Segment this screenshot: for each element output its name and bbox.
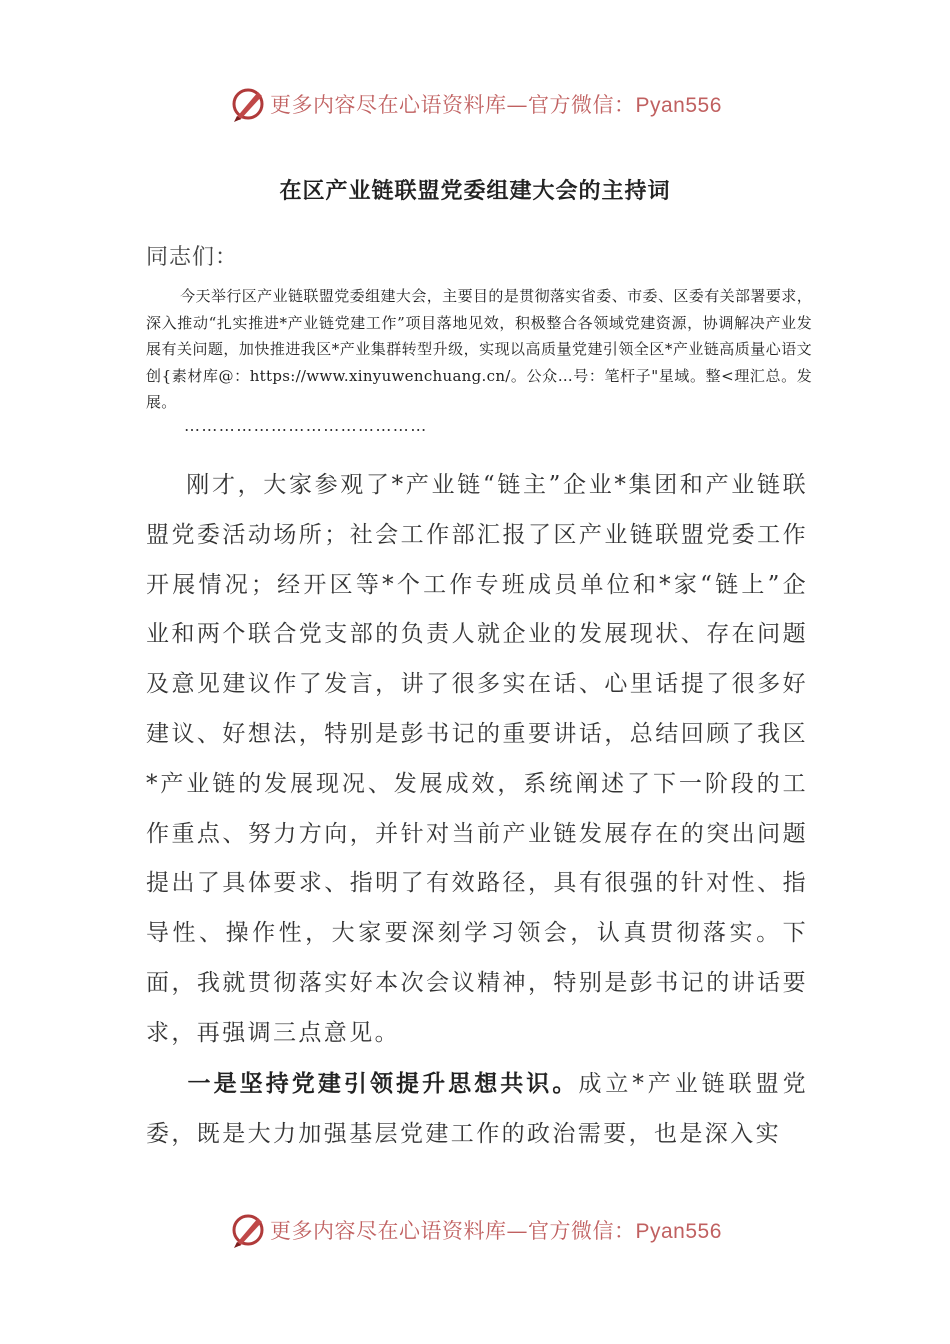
ellipsis-line: …………………………………… xyxy=(184,416,428,435)
pen-circle-logo-icon xyxy=(228,84,268,124)
paragraph-2-heading: 一是坚持党建引领提升思想共识。 xyxy=(186,1071,579,1097)
body-paragraph-2 xyxy=(146,1060,808,1160)
footer-banner xyxy=(0,1208,950,1254)
intro-paragraph-text: 今天举行区产业链联盟党委组建大会，主要目的是贯彻落实省委、市委、区委有关部署要求，深入推动“扎实推进*产业链党建工作”项目落地见效，积极整合各领域党建资源，协调解决产业发展有关问题，加快推进我区*产业集群转型升级，实现以高质量党建引领全区*产业链高质量心语文创{素材库@：https://www.xinyuwenchuang.cn/。公众…号：笔杆子"星域。整<理汇总。发展。 xyxy=(146,287,812,411)
body-paragraph-1 xyxy=(146,461,808,1059)
wechat-id: Pyan556 xyxy=(635,94,722,117)
body-paragraph-2-text: 成立*产业链联盟党委，既是大力加强基层党建工作的政治需要，也是深入实 xyxy=(146,1071,809,1147)
banner-text: 更多内容尽在心语资料库—官方微信： xyxy=(270,93,636,117)
pen-circle-logo-icon xyxy=(228,1210,268,1250)
intro-paragraph xyxy=(146,283,812,416)
body-paragraph-1-text: 刚才，大家参观了*产业链“链主”企业*集团和产业链联盟党委活动场所；社会工作部汇报了区产业链联盟党委工作开展情况；经开区等*个工作专班成员单位和*家“链上”企业和两个联合党支部的负责人就企业的发展现状、存在问题及意见建议作了发言，讲了很多实在话、心里话提了很多好建议、好想法，特别是彭书记的重要讲话，总结回顾了我区*产业链的发展现况、发展成效，系统阐述了下一阶段的工作重点、努力方向，并针对当前产业链发展存在的突出问题提出了具体要求、指明了有效路径，具有很强的针对性、指导性、操作性，大家要深刻学习领会，认真贯彻落实。下面，我就贯彻落实好本次会议精神，特别是彭书记的讲话要求，再强调三点意见。 xyxy=(146,472,808,1046)
header-banner xyxy=(0,82,950,128)
salutation: 同志们： xyxy=(146,245,239,270)
wechat-id: Pyan556 xyxy=(635,1220,722,1243)
document-title: 在区产业链联盟党委组建大会的主持词 xyxy=(279,179,671,204)
banner-text: 更多内容尽在心语资料库—官方微信： xyxy=(270,1219,636,1243)
